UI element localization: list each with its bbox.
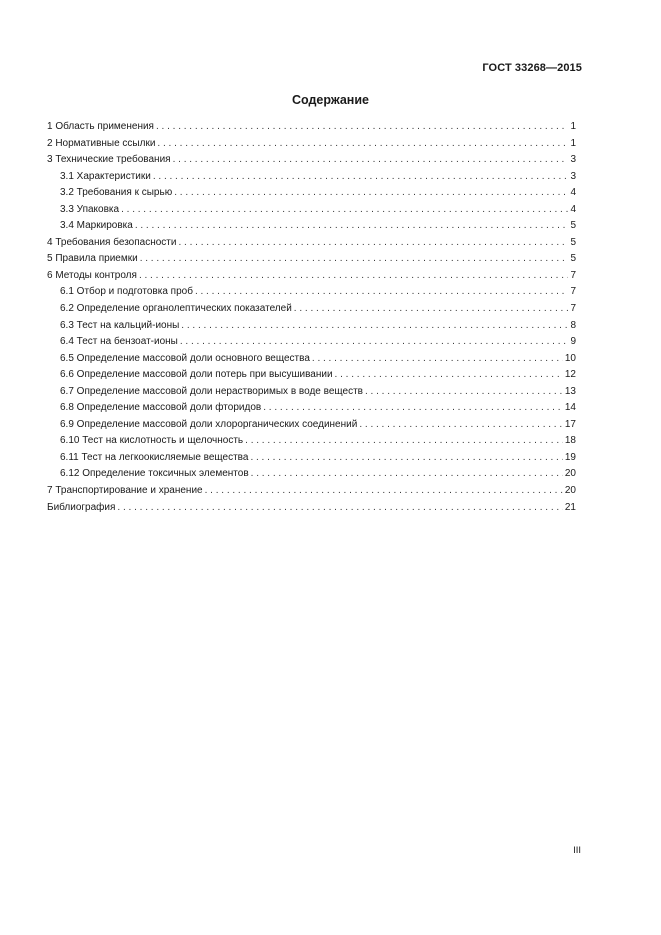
toc-entry-label: 3.3 Упаковка [60,203,120,215]
dot-leader [135,218,569,235]
toc-entry[interactable] [47,367,576,384]
toc-entry-label: 6.7 Определение массовой доли нерастворимых в воде веществ [60,385,363,397]
dot-leader [157,136,568,153]
toc-entry-page: 13 [564,385,576,397]
dot-leader [359,417,563,434]
toc-entry-label: 6.4 Тест на бензоат-ионы [60,336,178,348]
dot-leader [263,400,563,417]
dot-leader [312,351,563,368]
dot-leader [121,202,568,219]
dot-leader [251,466,563,483]
toc-entry-label: 6.8 Определение массовой доли фторидов [60,402,262,414]
toc-entry-label: 5 Правила приемки [47,253,138,265]
toc-entry[interactable] [47,334,576,351]
toc-entry[interactable] [47,235,576,252]
toc-entry[interactable] [47,185,576,202]
toc-entry-label: 1 Область применения [47,121,154,132]
toc-entry-label: 6.11 Тест на легкоокисляемые вещества [60,451,249,463]
toc-entry[interactable] [47,218,576,235]
toc-entry-label: 3.2 Требования к сырью [60,187,173,199]
toc-entry-page: 1 [570,121,576,132]
toc-entry-label: 2 Нормативные ссылки [47,137,156,149]
toc-entry-label: 6.10 Тест на кислотность и щелочность [60,435,244,447]
toc-entry-page: 7 [570,286,576,298]
dot-leader [335,367,563,384]
toc-entry-page: 20 [564,468,576,480]
toc-entry[interactable] [47,152,576,169]
toc-entry-page: 3 [570,154,576,166]
toc-entry[interactable] [47,351,576,368]
toc-entry-page: 9 [570,336,576,348]
toc-entry-label: 6.9 Определение массовой доли хлорорганических соединений [60,418,358,430]
toc-entry[interactable] [47,251,576,268]
toc-entry[interactable] [47,400,576,417]
toc-entry[interactable] [47,268,576,285]
toc-entry-label: 6.1 Отбор и подготовка проб [60,286,193,298]
dot-leader [205,483,563,500]
toc-entry-label: 6.3 Тест на кальций-ионы [60,319,180,331]
toc-entry-label: 4 Требования безопасности [47,236,177,248]
dot-leader [245,433,563,450]
toc-entry[interactable] [47,500,576,517]
toc-entry-page: 10 [564,352,576,364]
toc-entry[interactable] [47,384,576,401]
toc-entry[interactable] [47,284,576,301]
toc-entry[interactable] [47,301,576,318]
table-of-contents [47,119,576,516]
document-code: ГОСТ 33268—2015 [482,62,582,74]
dot-leader [153,169,569,186]
toc-entry-label: 3.4 Маркировка [60,220,133,232]
toc-entry-page: 18 [564,435,576,447]
toc-entry-page: 14 [564,402,576,414]
toc-entry[interactable] [47,136,576,153]
toc-entry-label: 7 Транспортирование и хранение [47,485,203,497]
toc-entry[interactable] [47,466,576,483]
toc-entry-page: 20 [564,485,576,497]
dot-leader [178,235,568,252]
toc-entry[interactable] [47,119,576,136]
toc-entry-page: 5 [570,236,576,248]
toc-entry-label: 6.6 Определение массовой доли потерь при высушивании [60,369,333,381]
toc-entry-page: 4 [570,203,576,215]
toc-entry-label: 6 Методы контроля [47,269,137,281]
toc-entry-label: 6.12 Определение токсичных элементов [60,468,249,480]
toc-entry-page: 12 [564,369,576,381]
toc-entry-page: 19 [564,451,576,463]
toc-entry[interactable] [47,318,576,335]
toc-entry[interactable] [47,433,576,450]
toc-entry-page: 17 [564,418,576,430]
dot-leader [180,334,569,351]
toc-entry-label: 3 Технические требования [47,154,171,166]
dot-leader [195,284,569,301]
toc-entry[interactable] [47,169,576,186]
dot-leader [294,301,569,318]
toc-entry[interactable] [47,483,576,500]
dot-leader [181,318,568,335]
toc-entry-page: 5 [570,220,576,232]
toc-entry[interactable] [47,417,576,434]
toc-entry-page: 8 [570,319,576,331]
toc-entry-label: 6.5 Определение массовой доли основного вещества [60,352,310,364]
page-number: III [573,845,581,856]
toc-entry-page: 3 [570,170,576,182]
toc-title: Содержание [291,93,369,107]
toc-entry-label: Библиография [47,501,116,513]
dot-leader [365,384,563,401]
dot-leader [156,119,568,136]
dot-leader [139,268,569,285]
toc-entry-page: 21 [564,501,576,513]
toc-entry[interactable] [47,450,576,467]
dot-leader [250,450,562,467]
toc-entry[interactable] [47,202,576,219]
toc-entry-label: 3.1 Характеристики [60,170,151,182]
toc-entry-page: 5 [570,253,576,265]
toc-entry-page: 7 [570,269,576,281]
dot-leader [173,152,569,169]
dot-leader [117,500,562,517]
toc-entry-page: 4 [570,187,576,199]
dot-leader [140,251,569,268]
dot-leader [174,185,568,202]
toc-entry-page: 7 [570,303,576,315]
toc-entry-label: 6.2 Определение органолептических показателей [60,303,292,315]
toc-entry-page: 1 [570,137,576,149]
